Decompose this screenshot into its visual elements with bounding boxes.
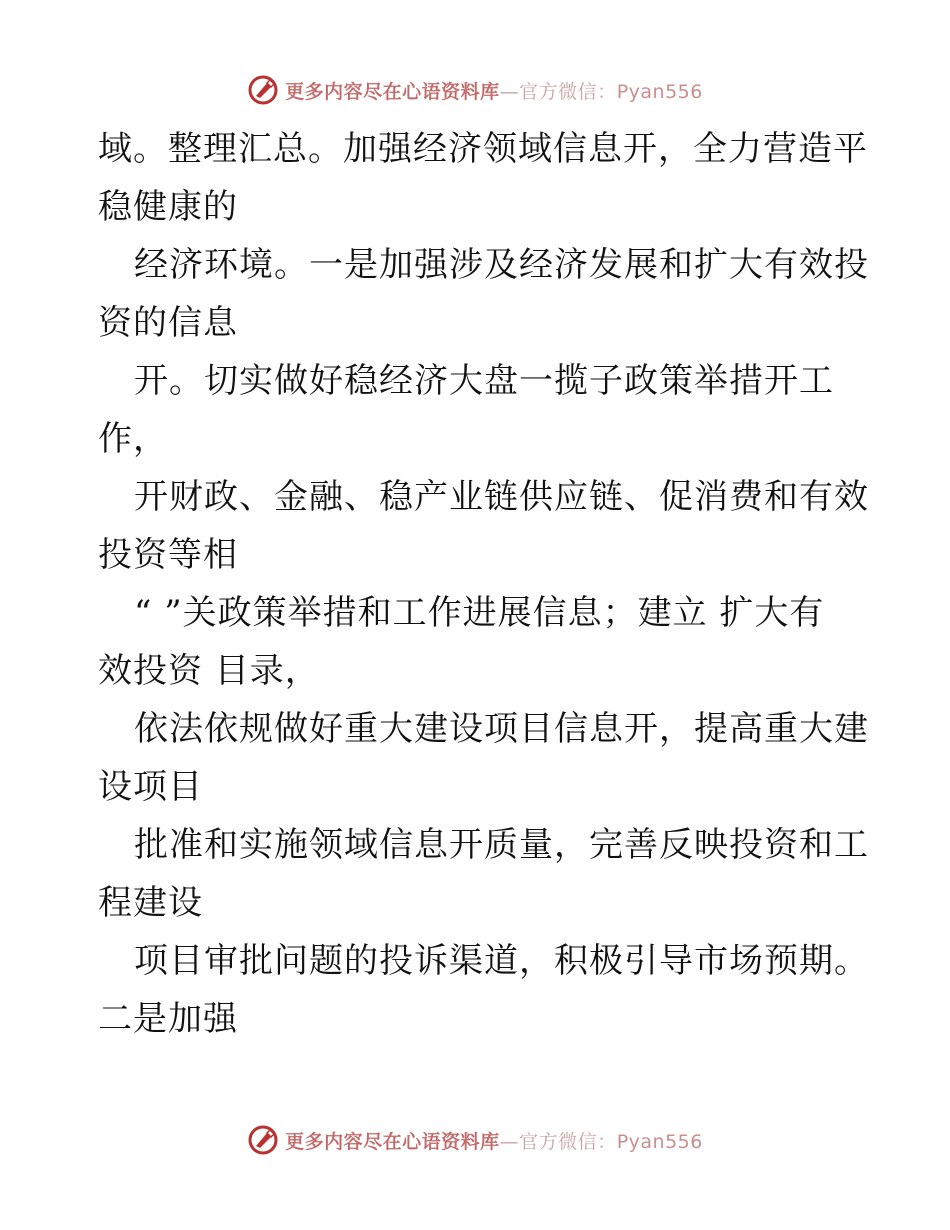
header-contact-id: Pyan556 bbox=[616, 80, 703, 103]
footer-banner bbox=[0, 1120, 950, 1160]
header-text bbox=[285, 77, 703, 104]
body-line: 批准和实施领域信息开质量，完善反映投资和工 bbox=[134, 825, 869, 865]
logo-icon bbox=[247, 74, 279, 106]
footer-site-text: 更多内容尽在心语资料库 bbox=[285, 1130, 500, 1153]
body-line: “ ”关政策举措和工作进展信息；建立 扩大有 bbox=[134, 593, 825, 633]
footer-contact-label: 官方微信： bbox=[519, 1130, 617, 1153]
footer-text bbox=[285, 1127, 703, 1154]
body-line: 经济环境。一是加强涉及经济发展和扩大有效投 bbox=[134, 245, 869, 285]
body-line: 稳健康的 bbox=[98, 187, 238, 227]
footer-contact-id: Pyan556 bbox=[616, 1130, 703, 1153]
header-site-text: 更多内容尽在心语资料库 bbox=[285, 80, 500, 103]
body-line: 设项目 bbox=[98, 767, 203, 807]
header-separator: — bbox=[499, 80, 520, 103]
body-line: 依法依规做好重大建设项目信息开，提高重大建 bbox=[134, 709, 869, 749]
body-line: 开。切实做好稳经济大盘一揽子政策举措开工 bbox=[134, 361, 834, 401]
body-line: 效投资 目录， bbox=[98, 651, 320, 691]
body-line: 开财政、金融、稳产业链供应链、促消费和有效 bbox=[134, 477, 869, 517]
body-line: 二是加强 bbox=[98, 999, 238, 1039]
body-line: 资的信息 bbox=[98, 303, 238, 343]
body-line: 项目审批问题的投诉渠道，积极引导市场预期。 bbox=[134, 941, 869, 981]
footer-separator: — bbox=[499, 1130, 520, 1153]
logo-icon bbox=[247, 1124, 279, 1156]
body-line: 投资等相 bbox=[98, 535, 238, 575]
body-line: 域。整理汇总。加强经济领域信息开，全力营造平 bbox=[98, 129, 868, 169]
header-banner bbox=[0, 70, 950, 110]
document-body bbox=[98, 120, 869, 1048]
body-line: 程建设 bbox=[98, 883, 203, 923]
header-contact-label: 官方微信： bbox=[519, 80, 617, 103]
body-line: 作， bbox=[98, 419, 168, 459]
